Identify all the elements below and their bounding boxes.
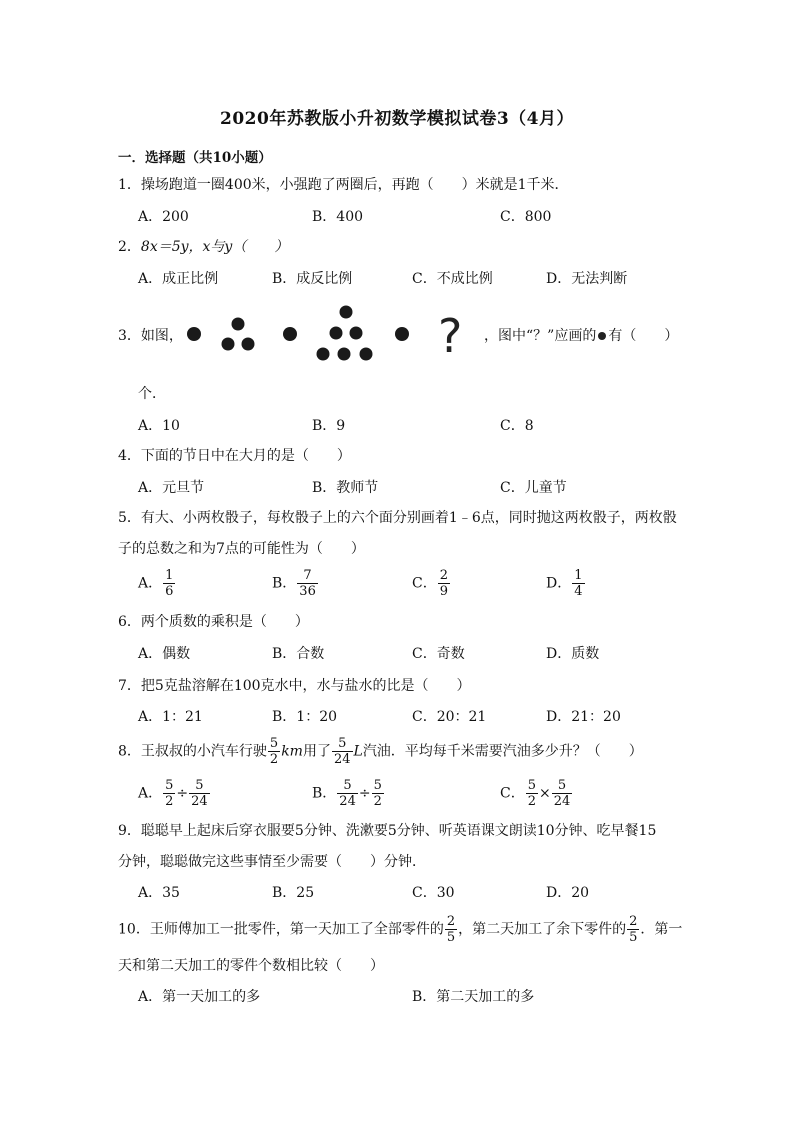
- question-2: [118, 237, 288, 257]
- question-3-prefix: 3．如图，: [118, 328, 183, 344]
- question-2-number: 2．: [118, 239, 141, 255]
- option-c[interactable]: C．20：21: [412, 709, 487, 725]
- question-5-line-2: 子的总数之和为7点的可能性为（ ）: [118, 541, 365, 557]
- dot-pattern-figure: [180, 302, 480, 370]
- option-b[interactable]: B． $\frac{7}{36}$: [272, 568, 316, 599]
- option-c[interactable]: C． $\frac{2}{9}$: [412, 568, 448, 599]
- option-d[interactable]: D．20: [546, 885, 590, 901]
- section-heading: 一．选择题（共10小题）: [118, 150, 272, 166]
- dot: [350, 327, 363, 340]
- option-a[interactable]: A．10: [138, 418, 180, 434]
- option-c[interactable]: C．8: [500, 418, 534, 434]
- dot: [187, 327, 201, 341]
- question-3-tail-text: ，图中“？”应画的: [484, 328, 597, 344]
- fraction: $\frac{5}{2}$: [269, 736, 279, 767]
- option-a[interactable]: A．偶数: [138, 646, 191, 662]
- option-a[interactable]: A． $\frac{1}{6}$: [138, 568, 174, 599]
- option-d[interactable]: D．质数: [546, 646, 600, 662]
- option-a[interactable]: A．200: [138, 209, 189, 225]
- fraction: $\frac{1}{6}$: [165, 568, 174, 599]
- option-c[interactable]: C．奇数: [412, 646, 465, 662]
- question-2-equation: 8x＝5y，x与y（ ）: [140, 239, 289, 255]
- question-3-tail-text-2: 有（ ）: [608, 328, 679, 344]
- dot: [360, 348, 373, 361]
- option-d[interactable]: D．21：20: [546, 709, 621, 725]
- question-4: 4．下面的节日中在大月的是（ ）: [118, 448, 351, 464]
- fraction: $\frac{5}{24}$: [333, 736, 351, 767]
- dot: [222, 338, 235, 351]
- dot: [338, 348, 351, 361]
- option-b[interactable]: B．成反比例: [272, 271, 353, 287]
- option-d[interactable]: D． $\frac{1}{4}$: [546, 568, 583, 599]
- option-a[interactable]: A．第一天加工的多: [138, 989, 261, 1005]
- option-a[interactable]: A．35: [138, 885, 180, 901]
- dot-icon: [598, 332, 606, 340]
- option-b[interactable]: B．合数: [272, 646, 325, 662]
- option-b[interactable]: B．教师节: [312, 480, 379, 496]
- question-3-line2: 个．: [138, 386, 166, 402]
- dot: [242, 338, 255, 351]
- dot: [340, 306, 353, 319]
- question-9-line-2: 分钟，聪聪做完这些事情至少需要（ ）分钟．: [118, 854, 426, 870]
- dot: [317, 348, 330, 361]
- option-a[interactable]: A．1：21: [138, 709, 203, 725]
- fraction: $\frac{7}{36}$: [299, 568, 316, 599]
- question-1: 1．操场跑道一圈400米，小强跑了两圈后，再跑（ ）米就是1千米．: [118, 177, 569, 193]
- dot: [395, 327, 409, 341]
- option-b[interactable]: B．9: [312, 418, 346, 434]
- option-b[interactable]: B．1：20: [272, 709, 338, 725]
- question-3-tail: [484, 326, 678, 346]
- dot: [283, 327, 297, 341]
- option-b[interactable]: B．400: [312, 209, 364, 225]
- question-8: 8．王叔叔的小汽车行驶 $\frac{5}{2}$ km用了 $\frac{5}{24}$ L汽油．平均每千米需要汽油多少升？（ ）: [118, 736, 643, 767]
- fraction: $\frac{2}{5}$: [629, 914, 638, 945]
- page-title: 2020年苏教版小升初数学模拟试卷3（4月）: [220, 109, 574, 129]
- option-c[interactable]: C．儿童节: [500, 480, 567, 496]
- option-a[interactable]: A． $\frac{5}{2}$ ÷ $\frac{5}{24}$: [138, 778, 208, 809]
- question-7: 7．把5克盐溶解在100克水中，水与盐水的比是（ ）: [118, 678, 471, 694]
- option-a[interactable]: A．元旦节: [138, 480, 205, 496]
- fraction: $\frac{1}{4}$: [574, 568, 583, 599]
- question-10-line-1: 10．王师傅加工一批零件，第一天加工了全部零件的 $\frac{2}{5}$ ，第二天加工了余下零件的 $\frac{2}{5}$ ．第一: [118, 914, 683, 945]
- option-b[interactable]: B．25: [272, 885, 315, 901]
- option-c[interactable]: C． $\frac{5}{2}$ × $\frac{5}{24}$: [500, 778, 571, 809]
- option-a[interactable]: A．成正比例: [138, 271, 219, 287]
- question-5-line-1: 5．有大、小两枚骰子，每枚骰子上的六个面分别画着1﹣6点，同时抛这两枚骰子，两枚骰: [118, 510, 677, 526]
- option-b[interactable]: B．第二天加工的多: [412, 989, 535, 1005]
- dot: [330, 327, 343, 340]
- option-c[interactable]: C．不成比例: [412, 271, 493, 287]
- question-mark-glyph: ?: [438, 309, 463, 363]
- question-6: 6．两个质数的乘积是（ ）: [118, 614, 309, 630]
- option-b[interactable]: B． $\frac{5}{24}$ ÷ $\frac{5}{2}$: [312, 778, 382, 809]
- fraction: $\frac{2}{9}$: [439, 568, 448, 599]
- question-10-line-2: 天和第二天加工的零件个数相比较（ ）: [118, 958, 384, 974]
- fraction: $\frac{2}{5}$: [446, 914, 456, 945]
- dot: [232, 318, 245, 331]
- question-9-line-1: 9．聪聪早上起床后穿衣服要5分钟、洗漱要5分钟、听英语课文朗读10分钟、吃早餐15: [118, 823, 657, 839]
- option-d[interactable]: D．无法判断: [546, 271, 628, 287]
- option-c[interactable]: C．800: [500, 209, 552, 225]
- option-c[interactable]: C．30: [412, 885, 455, 901]
